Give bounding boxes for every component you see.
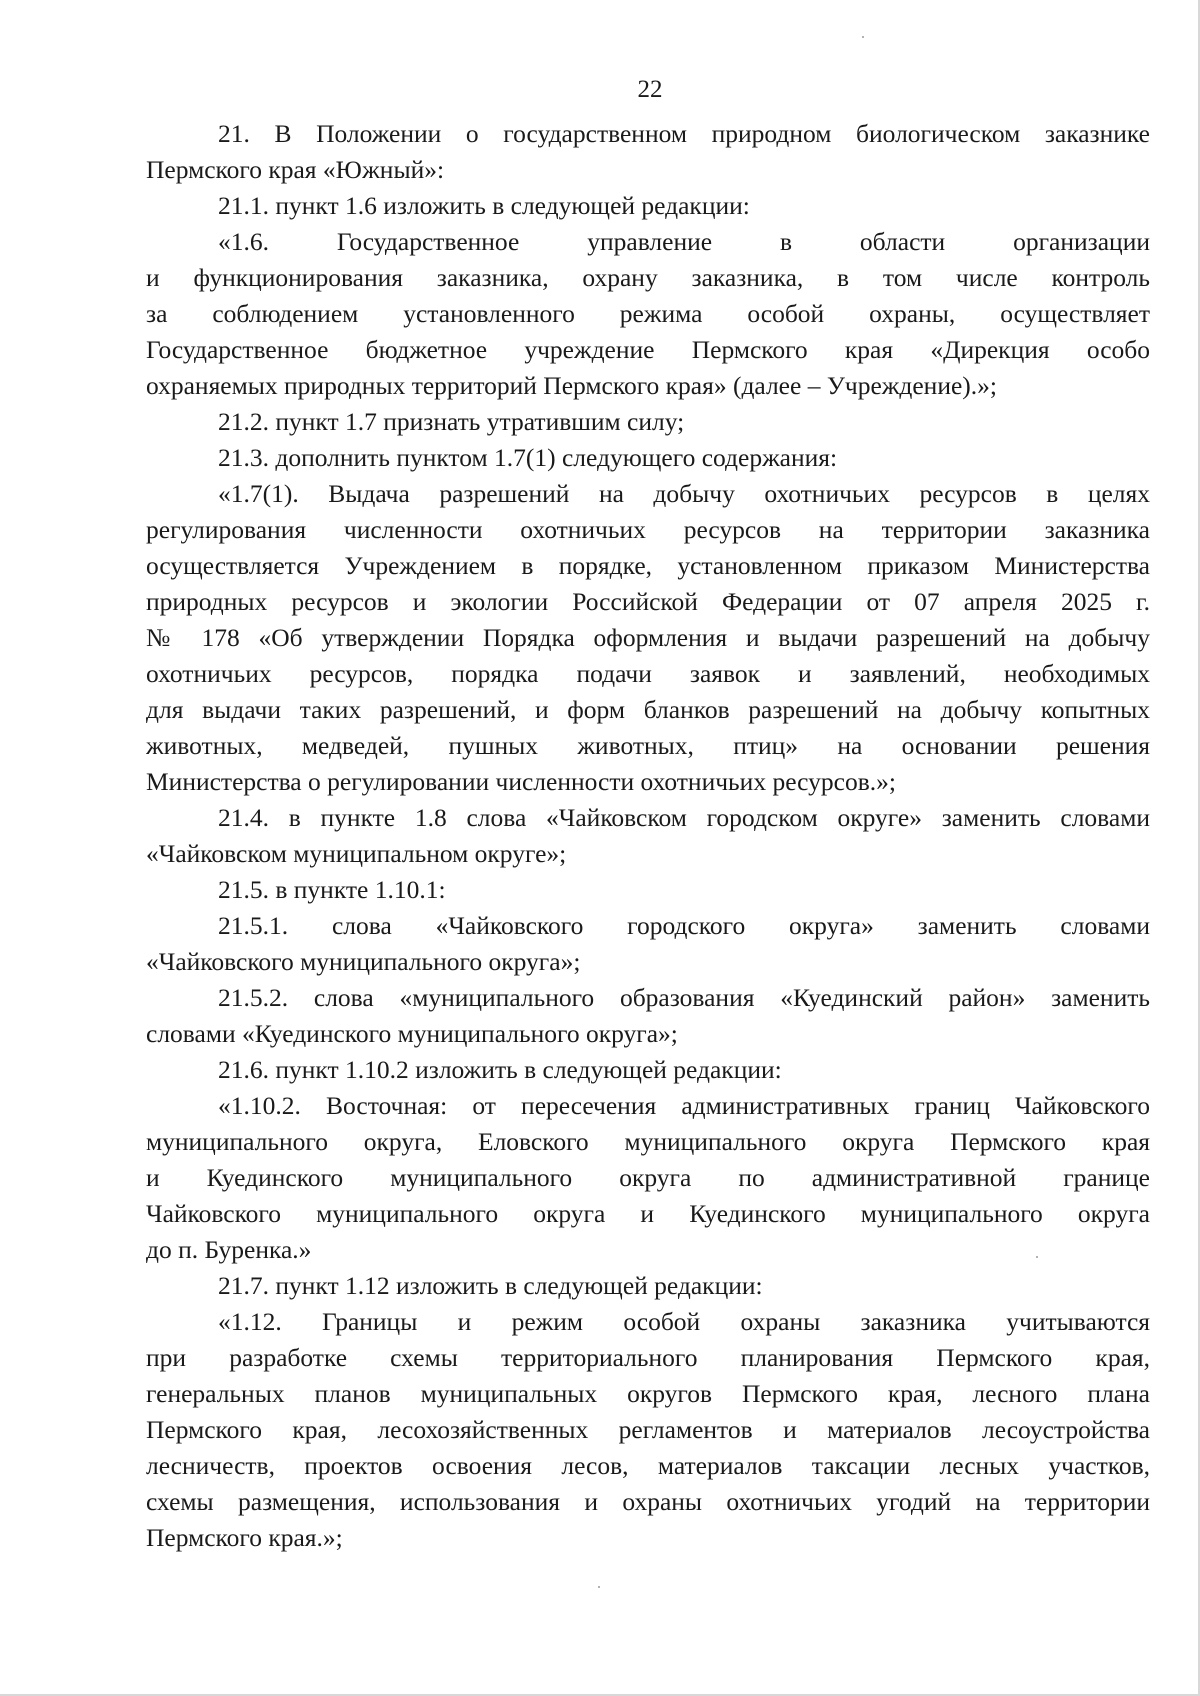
text-line: 21.3. дополнить пунктом 1.7(1) следующего содержания: — [218, 443, 838, 472]
page-number: 22 — [637, 76, 663, 103]
scan-speck — [862, 36, 864, 38]
text-line: 21.1. пункт 1.6 изложить в следующей редакции: — [218, 191, 750, 220]
text-line: словами «Куединского муниципального округа»; — [146, 1019, 678, 1048]
text-line: для выдачи таких разрешений, и форм бланков разрешений на добычу копытных — [146, 695, 1150, 724]
text-line: при разработке схемы территориального планирования Пермского края, — [146, 1343, 1150, 1372]
text-line: «Чайковского муниципального округа»; — [146, 947, 581, 976]
text-line: природных ресурсов и экологии Российской Федерации от 07 апреля 2025 г. — [146, 587, 1150, 616]
text-line: 21.5. в пункте 1.10.1: — [218, 875, 446, 904]
text-line: «Чайковском муниципальном округе»; — [146, 839, 567, 868]
text-line: «1.12. Границы и режим особой охраны заказника учитываются — [218, 1307, 1150, 1336]
text-line: регулирования численности охотничьих ресурсов на территории заказника — [146, 515, 1150, 544]
text-line: лесничеств, проектов освоения лесов, материалов таксации лесных участков, — [146, 1451, 1150, 1480]
text-line: Пермского края «Южный»: — [146, 155, 445, 184]
text-line: 21.6. пункт 1.10.2 изложить в следующей редакции: — [218, 1055, 782, 1084]
scan-speck — [598, 1586, 600, 1588]
text-line: осуществляется Учреждением в порядке, установленном приказом Министерства — [146, 551, 1150, 580]
text-line: 21. В Положении о государственном природном биологическом заказнике — [218, 119, 1150, 148]
text-line: до п. Буренка.» — [146, 1235, 312, 1264]
text-line: схемы размещения, использования и охраны охотничьих угодий на территории — [146, 1487, 1150, 1516]
text-line: животных, медведей, пушных животных, птиц» на основании решения — [146, 731, 1150, 760]
text-line: «1.6. Государственное управление в области организации — [218, 227, 1150, 256]
text-line: за соблюдением установленного режима особой охраны, осуществляет — [146, 299, 1150, 328]
text-line: «1.10.2. Восточная: от пересечения административных границ Чайковского — [218, 1091, 1150, 1120]
text-line: № 178 «Об утверждении Порядка оформления и выдачи разрешений на добычу — [146, 623, 1150, 652]
text-line: охраняемых природных территорий Пермского края» (далее – Учреждение).»; — [146, 371, 997, 400]
text-line: охотничьих ресурсов, порядка подачи заявок и заявлений, необходимых — [146, 659, 1150, 688]
text-line: муниципального округа, Еловского муниципального округа Пермского края — [146, 1127, 1150, 1156]
document-body — [146, 116, 1150, 1556]
text-line: Государственное бюджетное учреждение Пермского края «Дирекция особо — [146, 335, 1150, 364]
text-line: Чайковского муниципального округа и Куединского муниципального округа — [146, 1199, 1150, 1228]
text-line: Пермского края.»; — [146, 1523, 343, 1552]
text-line: и Куединского муниципального округа по административной границе — [146, 1163, 1150, 1192]
text-line: генеральных планов муниципальных округов Пермского края, лесного плана — [146, 1379, 1150, 1408]
text-line: и функционирования заказника, охрану заказника, в том числе контроль — [146, 263, 1150, 292]
text-line: 21.4. в пункте 1.8 слова «Чайковском городском округе» заменить словами — [218, 803, 1150, 832]
text-line: 21.7. пункт 1.12 изложить в следующей редакции: — [218, 1271, 763, 1300]
text-line: 21.2. пункт 1.7 признать утратившим силу; — [218, 407, 685, 436]
text-line: 21.5.2. слова «муниципального образования «Куединский район» заменить — [218, 983, 1150, 1012]
text-line: «1.7(1). Выдача разрешений на добычу охотничьих ресурсов в целях — [218, 479, 1150, 508]
text-line: Министерства о регулировании численности охотничьих ресурсов.»; — [146, 767, 896, 796]
text-line: Пермского края, лесохозяйственных регламентов и материалов лесоустройства — [146, 1415, 1150, 1444]
scan-speck — [1036, 1256, 1038, 1258]
text-line: 21.5.1. слова «Чайковского городского округа» заменить словами — [218, 911, 1150, 940]
